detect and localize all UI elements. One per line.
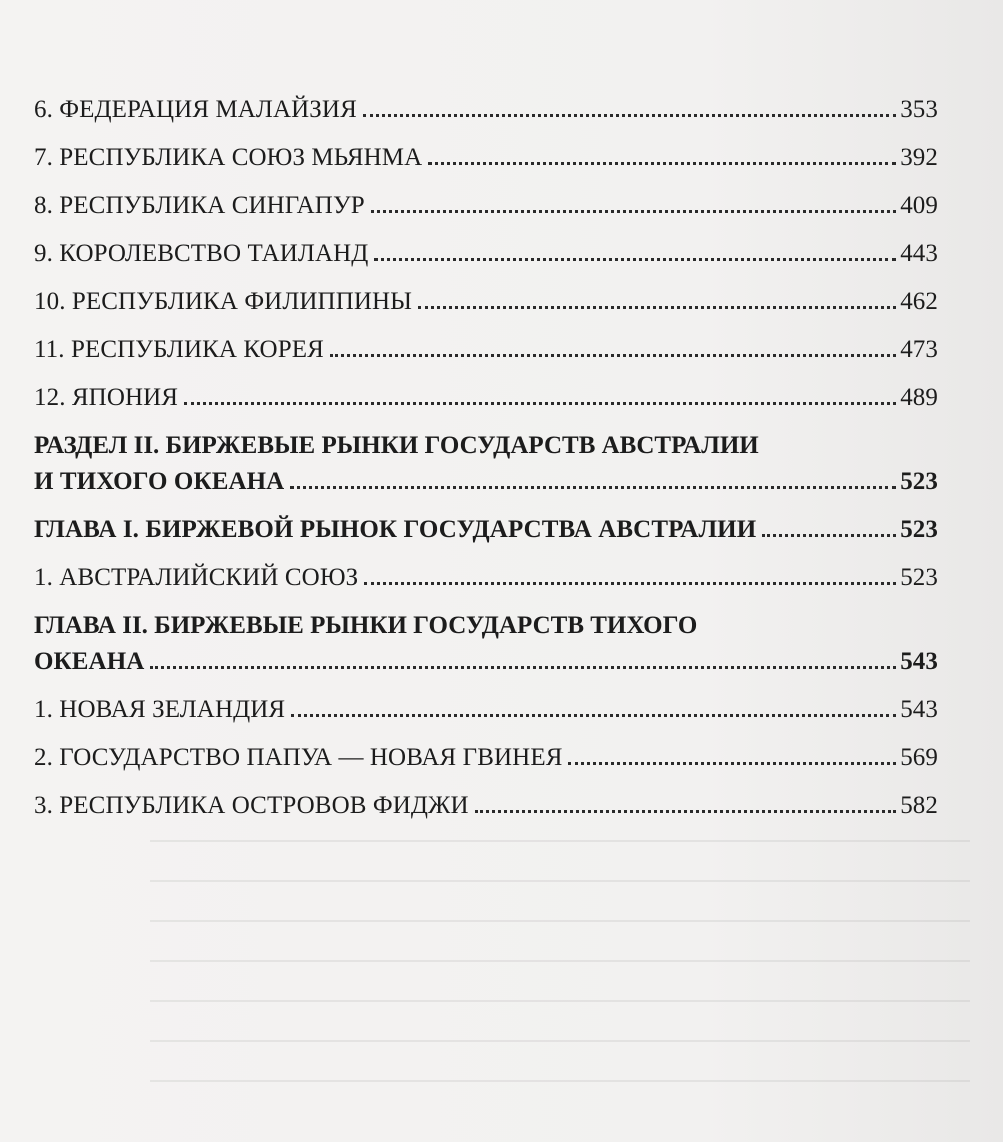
dot-leader: [290, 486, 896, 489]
section-heading-line1: РАЗДЕЛ II. БИРЖЕВЫЕ РЫНКИ ГОСУДАРСТВ АВСТРАЛИИ: [34, 432, 759, 459]
toc-entry-label: 1. АВСТРАЛИЙСКИЙ СОЮЗ: [34, 564, 359, 591]
chapter-heading-line2: ОКЕАНА: [34, 648, 145, 675]
dot-leader: [150, 666, 896, 669]
dot-leader: [762, 534, 896, 537]
dot-leader: [363, 114, 896, 117]
toc-page-number: 489: [900, 384, 938, 411]
chapter-heading-label: ГЛАВА I. БИРЖЕВОЙ РЫНОК ГОСУДАРСТВА АВСТРАЛИИ: [34, 516, 757, 543]
toc-entry-label: 12. ЯПОНИЯ: [34, 384, 179, 411]
toc-entry-australia: [34, 560, 938, 596]
toc-page-number: 409: [900, 192, 938, 219]
bleed-through-text: [150, 840, 970, 1140]
toc-chapter-heading: [34, 512, 938, 548]
toc-page-number: 353: [900, 96, 938, 123]
toc-page-number: 543: [900, 696, 938, 723]
toc-section-heading: [34, 428, 938, 500]
toc-entry-label: 10. РЕСПУБЛИКА ФИЛИППИНЫ: [34, 288, 413, 315]
toc-entry-myanmar: [34, 140, 938, 176]
toc-entry-japan: [34, 380, 938, 416]
table-of-contents: [34, 92, 938, 836]
toc-entry-thailand: [34, 236, 938, 272]
toc-entry-korea: [34, 332, 938, 368]
dot-leader: [374, 258, 896, 261]
toc-entry-label: 8. РЕСПУБЛИКА СИНГАПУР: [34, 192, 365, 219]
dot-leader: [371, 210, 896, 213]
dot-leader: [364, 582, 896, 585]
toc-page-number: 392: [900, 144, 938, 171]
toc-entry-papua-new-guinea: [34, 740, 938, 776]
toc-page-number: 523: [900, 564, 938, 591]
toc-entry-label: 2. ГОСУДАРСТВО ПАПУА — НОВАЯ ГВИНЕЯ: [34, 744, 563, 771]
section-heading-line2-row: [34, 464, 938, 500]
dot-leader: [184, 402, 896, 405]
toc-page-number: 569: [900, 744, 938, 771]
chapter-heading-line1: ГЛАВА II. БИРЖЕВЫЕ РЫНКИ ГОСУДАРСТВ ТИХОГО: [34, 612, 698, 639]
toc-entry-fiji: [34, 788, 938, 824]
toc-page-number: 462: [900, 288, 938, 315]
toc-entry-label: 7. РЕСПУБЛИКА СОЮЗ МЬЯНМА: [34, 144, 423, 171]
toc-page-number: 473: [900, 336, 938, 363]
toc-page-number: 582: [900, 792, 938, 819]
dot-leader: [418, 306, 896, 309]
toc-page-number: 443: [900, 240, 938, 267]
toc-chapter-heading-2: [34, 608, 938, 680]
toc-entry-philippines: [34, 284, 938, 320]
section-heading-line2: И ТИХОГО ОКЕАНА: [34, 468, 285, 495]
toc-entry-new-zealand: [34, 692, 938, 728]
toc-entry-label: 1. НОВАЯ ЗЕЛАНДИЯ: [34, 696, 286, 723]
dot-leader: [291, 714, 896, 717]
toc-entry-label: 11. РЕСПУБЛИКА КОРЕЯ: [34, 336, 324, 363]
toc-entry-singapore: [34, 188, 938, 224]
toc-page-number: 543: [900, 648, 938, 675]
toc-entry-label: 3. РЕСПУБЛИКА ОСТРОВОВ ФИДЖИ: [34, 792, 469, 819]
chapter-heading-line2-row: [34, 644, 938, 680]
toc-entry-malaysia: [34, 92, 938, 128]
dot-leader: [428, 162, 896, 165]
dot-leader: [475, 810, 897, 813]
toc-page-number: 523: [900, 516, 938, 543]
toc-entry-label: 9. КОРОЛЕВСТВО ТАИЛАНД: [34, 240, 369, 267]
toc-page-number: 523: [900, 468, 938, 495]
toc-entry-label: 6. ФЕДЕРАЦИЯ МАЛАЙЗИЯ: [34, 96, 357, 123]
dot-leader: [568, 762, 896, 765]
dot-leader: [330, 354, 896, 357]
